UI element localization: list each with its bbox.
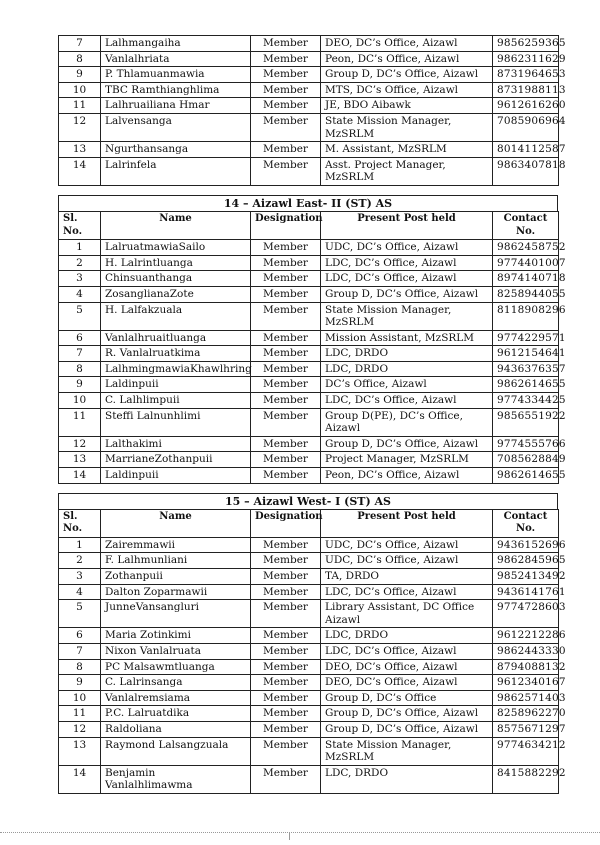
- cell-designation: Member: [251, 675, 321, 691]
- table-row: [59, 286, 559, 302]
- cell-sl-no: 7: [59, 346, 101, 362]
- cell-sl-no: 3: [59, 569, 101, 585]
- cell-name: H. Lalrintluanga: [101, 255, 251, 271]
- cell-name: Chinsuanthanga: [101, 271, 251, 287]
- cell-post: LDC, DRDO: [321, 346, 493, 362]
- cell-designation: Member: [251, 553, 321, 569]
- cell-sl-no: 4: [59, 286, 101, 302]
- table-aizawl-west-i: [58, 509, 566, 794]
- cell-contact: 9863407818: [493, 157, 559, 185]
- table-row: [59, 330, 559, 346]
- cell-sl-no: 2: [59, 553, 101, 569]
- table-row: [59, 302, 559, 330]
- header-name: Name: [101, 211, 251, 239]
- table-row: [59, 452, 559, 468]
- cell-designation: Member: [251, 765, 321, 793]
- table-row: [59, 393, 559, 409]
- cell-post: LDC, DC’s Office, Aizawl: [321, 393, 493, 409]
- table-row: [59, 157, 559, 185]
- header-contact: Contact No.: [493, 509, 559, 537]
- cell-post: DEO, DC’s Office, Aizawl: [321, 675, 493, 691]
- cell-contact: 9774728603: [493, 600, 559, 628]
- cell-sl-no: 12: [59, 436, 101, 452]
- cell-sl-no: 11: [59, 98, 101, 114]
- cell-designation: Member: [251, 706, 321, 722]
- cell-designation: Member: [251, 452, 321, 468]
- cell-contact: 8014112587: [493, 142, 559, 158]
- cell-post: Peon, DC’s Office, Aizawl: [321, 51, 493, 67]
- header-sl-no: Sl. No.: [59, 509, 101, 537]
- cell-contact: 8731964653: [493, 67, 559, 83]
- table-row: [59, 271, 559, 287]
- cell-name: Benjamin Vanlalhlimawma: [101, 765, 251, 793]
- cell-contact: 9774634212: [493, 737, 559, 765]
- cell-contact: 9774555766: [493, 436, 559, 452]
- cell-name: Zothanpuii: [101, 569, 251, 585]
- table-row: [59, 436, 559, 452]
- cell-contact: 9862614655: [493, 377, 559, 393]
- cell-designation: Member: [251, 98, 321, 114]
- cell-name: Vanlalremsiama: [101, 690, 251, 706]
- cell-sl-no: 5: [59, 600, 101, 628]
- cell-contact: 9436152696: [493, 537, 559, 553]
- cell-contact: 9862571403: [493, 690, 559, 706]
- cell-sl-no: 10: [59, 393, 101, 409]
- section-title-15: 15 – Aizawl West- I (ST) AS: [58, 493, 558, 509]
- cell-contact: 9856551922: [493, 408, 559, 436]
- cell-contact: 8415882292: [493, 765, 559, 793]
- cell-designation: Member: [251, 113, 321, 141]
- cell-name: LalhmingmawiaKhawlhring: [101, 361, 251, 377]
- table-row: [59, 675, 559, 691]
- page-footer-mark: [289, 832, 290, 840]
- table-row: [59, 67, 559, 83]
- cell-contact: 9862458752: [493, 240, 559, 256]
- cell-name: P. Thlamuanmawia: [101, 67, 251, 83]
- cell-post: Group D, DC’s Office: [321, 690, 493, 706]
- cell-name: Lalhruailiana Hmar: [101, 98, 251, 114]
- table-body: [59, 537, 566, 793]
- table-row: [59, 98, 559, 114]
- table-row: [59, 82, 559, 98]
- cell-designation: Member: [251, 537, 321, 553]
- cell-designation: Member: [251, 240, 321, 256]
- cell-contact: 9856259365: [493, 36, 559, 52]
- cell-designation: Member: [251, 330, 321, 346]
- table-row: [59, 255, 559, 271]
- cell-designation: Member: [251, 51, 321, 67]
- cell-post: Group D(PE), DC’s Office, Aizawl: [321, 408, 493, 436]
- cell-contact: 8118908296: [493, 302, 559, 330]
- cell-designation: Member: [251, 659, 321, 675]
- cell-name: F. Lalhmunliani: [101, 553, 251, 569]
- cell-sl-no: 13: [59, 737, 101, 765]
- cell-contact: 9612340167: [493, 675, 559, 691]
- cell-designation: Member: [251, 346, 321, 362]
- cell-name: Lalrinfela: [101, 157, 251, 185]
- section-title-14: 14 – Aizawl East- II (ST) AS: [58, 195, 558, 211]
- cell-contact: 9852413492: [493, 569, 559, 585]
- cell-post: DEO, DC’s Office, Aizawl: [321, 659, 493, 675]
- cell-name: Lalthakimi: [101, 436, 251, 452]
- cell-name: Vanlalhruaitluanga: [101, 330, 251, 346]
- cell-post: LDC, DRDO: [321, 765, 493, 793]
- cell-contact: 9436141761: [493, 584, 559, 600]
- cell-name: Steffi Lalnunhlimi: [101, 408, 251, 436]
- cell-designation: Member: [251, 436, 321, 452]
- cell-name: MarrianeZothanpuii: [101, 452, 251, 468]
- cell-name: JunneVansangluri: [101, 600, 251, 628]
- table-row: [59, 537, 559, 553]
- cell-sl-no: 13: [59, 142, 101, 158]
- cell-name: Lalhmangaiha: [101, 36, 251, 52]
- cell-sl-no: 4: [59, 584, 101, 600]
- table-aizawl-continued: [58, 35, 566, 186]
- cell-contact: 9612616260: [493, 98, 559, 114]
- cell-contact: 9774334425: [493, 393, 559, 409]
- cell-post: M. Assistant, MzSRLM: [321, 142, 493, 158]
- cell-post: Group D, DC’s Office, Aizawl: [321, 67, 493, 83]
- table-row: [59, 721, 559, 737]
- table-body: [59, 240, 566, 484]
- cell-contact: 9436376357: [493, 361, 559, 377]
- cell-name: Raymond Lalsangzuala: [101, 737, 251, 765]
- cell-post: UDC, DC’s Office, Aizawl: [321, 537, 493, 553]
- cell-sl-no: 9: [59, 67, 101, 83]
- header-post: Present Post held: [321, 509, 493, 537]
- cell-designation: Member: [251, 569, 321, 585]
- cell-post: LDC, DRDO: [321, 361, 493, 377]
- table-row: [59, 706, 559, 722]
- table-row: [59, 628, 559, 644]
- cell-name: TBC Ramthianghlima: [101, 82, 251, 98]
- table-row: [59, 690, 559, 706]
- header-name: Name: [101, 509, 251, 537]
- cell-sl-no: 11: [59, 706, 101, 722]
- cell-sl-no: 9: [59, 377, 101, 393]
- cell-sl-no: 11: [59, 408, 101, 436]
- cell-sl-no: 6: [59, 628, 101, 644]
- cell-designation: Member: [251, 584, 321, 600]
- cell-sl-no: 2: [59, 255, 101, 271]
- cell-name: Maria Zotinkimi: [101, 628, 251, 644]
- cell-sl-no: 1: [59, 240, 101, 256]
- cell-post: State Mission Manager, MzSRLM: [321, 737, 493, 765]
- cell-designation: Member: [251, 377, 321, 393]
- cell-sl-no: 10: [59, 690, 101, 706]
- cell-sl-no: 10: [59, 82, 101, 98]
- table-row: [59, 361, 559, 377]
- cell-contact: 7085628849: [493, 452, 559, 468]
- cell-designation: Member: [251, 468, 321, 484]
- cell-name: Dalton Zoparmawii: [101, 584, 251, 600]
- table-row: [59, 643, 559, 659]
- cell-designation: Member: [251, 628, 321, 644]
- cell-post: MTS, DC’s Office, Aizawl: [321, 82, 493, 98]
- table-header-row: [59, 211, 559, 239]
- cell-sl-no: 14: [59, 157, 101, 185]
- cell-sl-no: 7: [59, 36, 101, 52]
- cell-sl-no: 8: [59, 51, 101, 67]
- document-page: [58, 35, 566, 794]
- cell-sl-no: 8: [59, 361, 101, 377]
- table-row: [59, 765, 559, 793]
- cell-name: Nixon Vanlalruata: [101, 643, 251, 659]
- cell-contact: 8575671297: [493, 721, 559, 737]
- cell-contact: 9774401007: [493, 255, 559, 271]
- cell-post: LDC, DC’s Office, Aizawl: [321, 255, 493, 271]
- cell-contact: 8258962270: [493, 706, 559, 722]
- cell-sl-no: 14: [59, 765, 101, 793]
- cell-designation: Member: [251, 600, 321, 628]
- table-row: [59, 377, 559, 393]
- header-sl-no: Sl. No.: [59, 211, 101, 239]
- table-row: [59, 737, 559, 765]
- cell-name: Laldinpuii: [101, 468, 251, 484]
- cell-post: Group D, DC’s Office, Aizawl: [321, 286, 493, 302]
- cell-designation: Member: [251, 142, 321, 158]
- table-row: [59, 600, 559, 628]
- cell-designation: Member: [251, 302, 321, 330]
- cell-post: TA, DRDO: [321, 569, 493, 585]
- table-body: [59, 36, 566, 186]
- cell-sl-no: 9: [59, 675, 101, 691]
- cell-name: LalruatmawiaSailo: [101, 240, 251, 256]
- cell-post: Library Assistant, DC Office Aizawl: [321, 600, 493, 628]
- cell-designation: Member: [251, 690, 321, 706]
- cell-post: JE, BDO Aibawk: [321, 98, 493, 114]
- cell-name: H. Lalfakzuala: [101, 302, 251, 330]
- cell-contact: 9862443330: [493, 643, 559, 659]
- table-row: [59, 113, 559, 141]
- cell-designation: Member: [251, 737, 321, 765]
- table-row: [59, 553, 559, 569]
- cell-contact: 8731988113: [493, 82, 559, 98]
- cell-sl-no: 6: [59, 330, 101, 346]
- cell-name: R. Vanlalruatkima: [101, 346, 251, 362]
- cell-name: Zairemmawii: [101, 537, 251, 553]
- cell-name: Vanlalhriata: [101, 51, 251, 67]
- table-aizawl-east-ii: [58, 211, 566, 484]
- cell-post: UDC, DC’s Office, Aizawl: [321, 240, 493, 256]
- table-row: [59, 142, 559, 158]
- header-post: Present Post held: [321, 211, 493, 239]
- cell-designation: Member: [251, 157, 321, 185]
- cell-post: Project Manager, MzSRLM: [321, 452, 493, 468]
- cell-post: State Mission Manager, MzSRLM: [321, 302, 493, 330]
- cell-post: State Mission Manager, MzSRLM: [321, 113, 493, 141]
- cell-designation: Member: [251, 361, 321, 377]
- cell-contact: 9862845965: [493, 553, 559, 569]
- table-row: [59, 36, 559, 52]
- cell-designation: Member: [251, 271, 321, 287]
- table-row: [59, 51, 559, 67]
- cell-contact: 8258944055: [493, 286, 559, 302]
- cell-name: ZosanglianaZote: [101, 286, 251, 302]
- header-designation: Designation: [251, 211, 321, 239]
- cell-sl-no: 12: [59, 113, 101, 141]
- cell-post: LDC, DRDO: [321, 628, 493, 644]
- header-designation: Designation: [251, 509, 321, 537]
- cell-sl-no: 13: [59, 452, 101, 468]
- table-row: [59, 346, 559, 362]
- cell-sl-no: 12: [59, 721, 101, 737]
- cell-post: Group D, DC’s Office, Aizawl: [321, 436, 493, 452]
- cell-post: UDC, DC’s Office, Aizawl: [321, 553, 493, 569]
- table-row: [59, 408, 559, 436]
- cell-contact: 8794088132: [493, 659, 559, 675]
- table-row: [59, 468, 559, 484]
- cell-contact: 9774229571: [493, 330, 559, 346]
- cell-designation: Member: [251, 286, 321, 302]
- cell-designation: Member: [251, 643, 321, 659]
- cell-name: Raldoliana: [101, 721, 251, 737]
- cell-post: DC’s Office, Aizawl: [321, 377, 493, 393]
- cell-name: Ngurthansanga: [101, 142, 251, 158]
- cell-designation: Member: [251, 408, 321, 436]
- cell-contact: 7085906964: [493, 113, 559, 141]
- cell-designation: Member: [251, 82, 321, 98]
- cell-contact: 8974140718: [493, 271, 559, 287]
- cell-name: P.C. Lalruatdika: [101, 706, 251, 722]
- table-header-row: [59, 509, 559, 537]
- cell-sl-no: 3: [59, 271, 101, 287]
- header-contact: Contact No.: [493, 211, 559, 239]
- cell-post: DEO, DC’s Office, Aizawl: [321, 36, 493, 52]
- table-row: [59, 569, 559, 585]
- cell-name: Laldinpuii: [101, 377, 251, 393]
- cell-post: Group D, DC’s Office, Aizawl: [321, 706, 493, 722]
- cell-post: LDC, DC’s Office, Aizawl: [321, 271, 493, 287]
- cell-contact: 9862311629: [493, 51, 559, 67]
- cell-post: Asst. Project Manager, MzSRLM: [321, 157, 493, 185]
- table-row: [59, 659, 559, 675]
- cell-designation: Member: [251, 36, 321, 52]
- cell-designation: Member: [251, 67, 321, 83]
- table-row: [59, 240, 559, 256]
- cell-designation: Member: [251, 255, 321, 271]
- cell-sl-no: 7: [59, 643, 101, 659]
- cell-post: LDC, DC’s Office, Aizawl: [321, 643, 493, 659]
- cell-post: Mission Assistant, MzSRLM: [321, 330, 493, 346]
- cell-name: C. Lalhlimpuii: [101, 393, 251, 409]
- cell-sl-no: 14: [59, 468, 101, 484]
- cell-designation: Member: [251, 393, 321, 409]
- cell-contact: 9862614655: [493, 468, 559, 484]
- cell-contact: 9612212286: [493, 628, 559, 644]
- cell-sl-no: 1: [59, 537, 101, 553]
- cell-name: Lalvensanga: [101, 113, 251, 141]
- cell-sl-no: 5: [59, 302, 101, 330]
- cell-sl-no: 8: [59, 659, 101, 675]
- cell-name: C. Lalrinsanga: [101, 675, 251, 691]
- cell-name: PC Malsawmtluanga: [101, 659, 251, 675]
- cell-post: Group D, DC’s Office, Aizawl: [321, 721, 493, 737]
- cell-designation: Member: [251, 721, 321, 737]
- page-footer-divider: [0, 832, 600, 833]
- cell-post: LDC, DC’s Office, Aizawl: [321, 584, 493, 600]
- table-row: [59, 584, 559, 600]
- cell-contact: 9612154641: [493, 346, 559, 362]
- cell-post: Peon, DC’s Office, Aizawl: [321, 468, 493, 484]
